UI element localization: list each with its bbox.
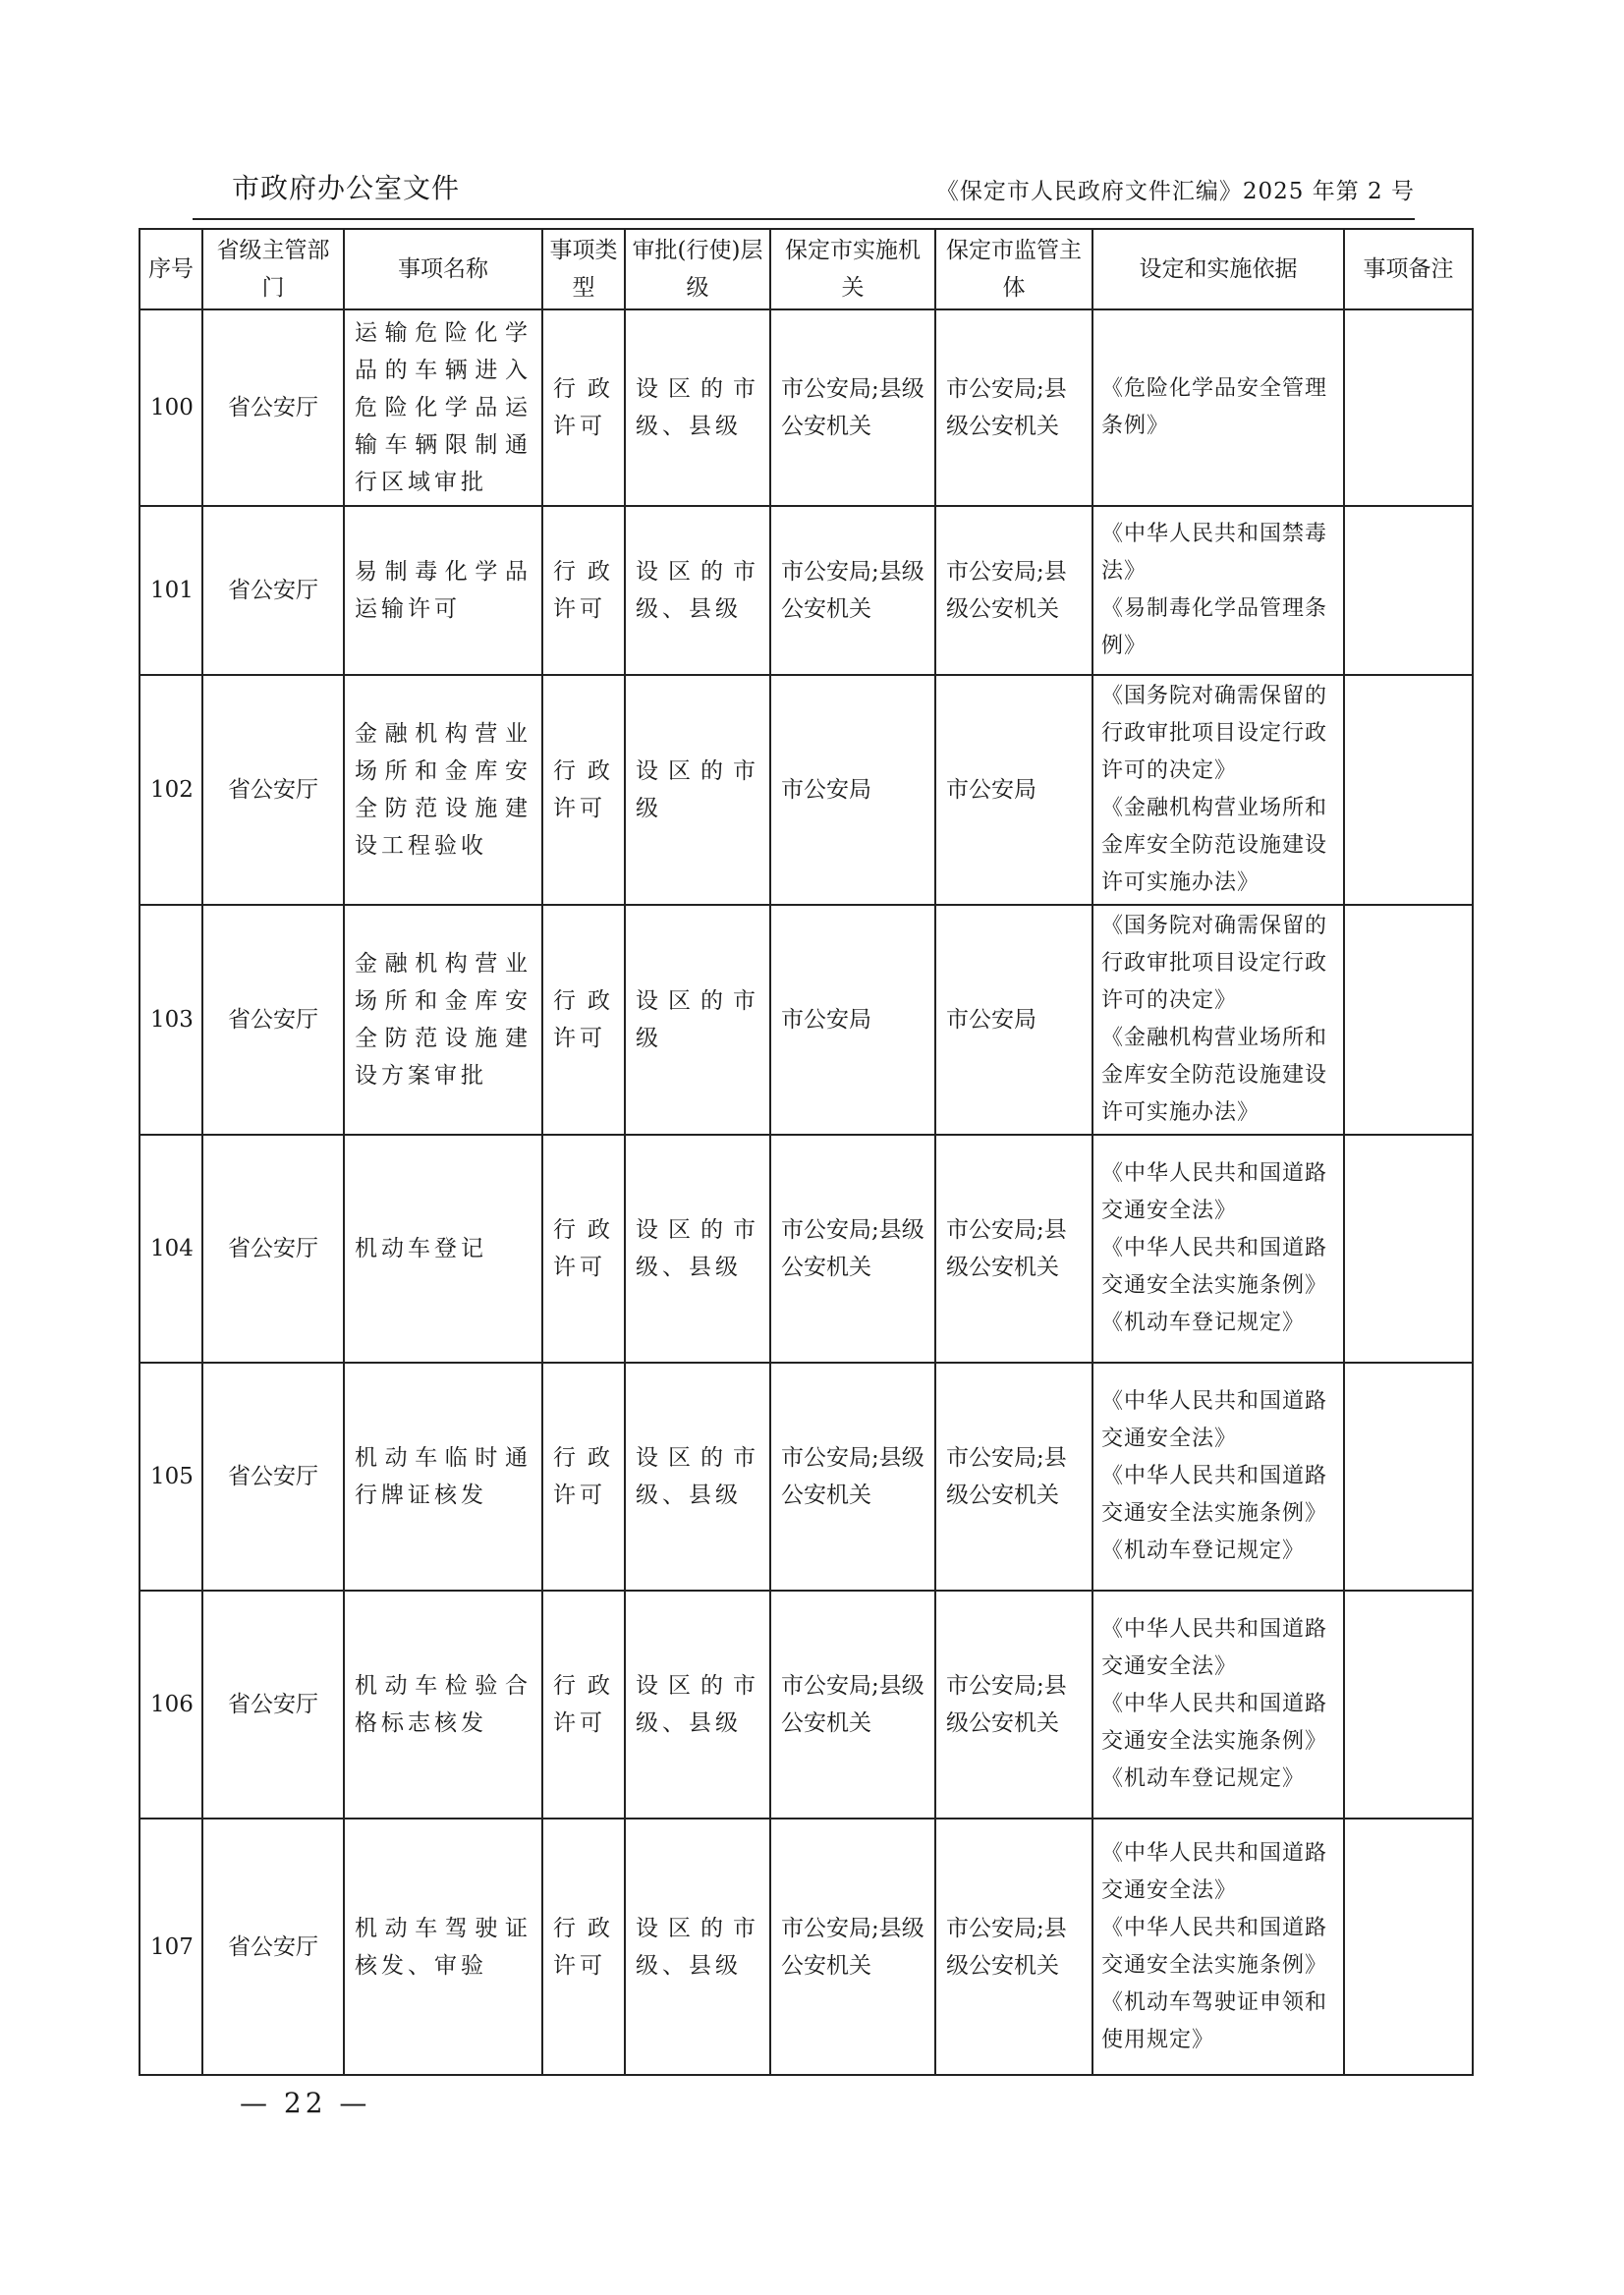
row-supervisor: 市公安局;县级公安机关	[935, 1819, 1092, 2075]
row-note	[1344, 1363, 1473, 1591]
row-note	[1344, 309, 1473, 506]
row-type: 行政许可	[542, 905, 625, 1135]
row-basis	[1092, 309, 1344, 506]
row-basis	[1092, 1135, 1344, 1363]
page-header	[193, 167, 1415, 218]
row-basis	[1092, 675, 1344, 905]
row-supervisor: 市公安局;县级公安机关	[935, 309, 1092, 506]
row-level: 设区的市级、县级	[625, 506, 770, 675]
row-note	[1344, 675, 1473, 905]
basis-item: 《金融机构营业场所和金库安全防范设施建设许可实施办法》	[1101, 1026, 1328, 1125]
row-basis	[1092, 1819, 1344, 2075]
row-dept: 省公安厅	[202, 905, 344, 1135]
row-agency: 市公安局	[770, 675, 935, 905]
basis-item: 《机动车登记规定》	[1101, 1766, 1306, 1791]
row-name: 运输危险化学品的车辆进入危险化学品运输车辆限制通行区域审批	[344, 309, 542, 506]
row-level: 设区的市级、县级	[625, 1135, 770, 1363]
col-header-note: 事项备注	[1344, 229, 1473, 309]
row-name: 金融机构营业场所和金库安全防范设施建设方案审批	[344, 905, 542, 1135]
row-agency: 市公安局;县级公安机关	[770, 1591, 935, 1819]
row-agency: 市公安局;县级公安机关	[770, 1363, 935, 1591]
row-agency: 市公安局;县级公安机关	[770, 1135, 935, 1363]
basis-item: 《机动车登记规定》	[1101, 1539, 1306, 1563]
row-level: 设区的市级、县级	[625, 1591, 770, 1819]
row-dept: 省公安厅	[202, 1819, 344, 2075]
row-supervisor: 市公安局	[935, 675, 1092, 905]
row-supervisor: 市公安局;县级公安机关	[935, 506, 1092, 675]
row-agency: 市公安局	[770, 905, 935, 1135]
row-name: 机动车检验合格标志核发	[344, 1591, 542, 1819]
row-level: 设区的市级	[625, 675, 770, 905]
col-header-no: 序号	[140, 229, 202, 309]
row-dept: 省公安厅	[202, 1135, 344, 1363]
basis-item: 《中华人民共和国禁毒法》	[1101, 522, 1328, 584]
table-row	[140, 675, 1473, 905]
row-supervisor: 市公安局;县级公安机关	[935, 1363, 1092, 1591]
col-header-agency: 保定市实施机关	[770, 229, 935, 309]
row-no: 102	[140, 675, 202, 905]
row-type: 行政许可	[542, 309, 625, 506]
row-level: 设区的市级、县级	[625, 1363, 770, 1591]
row-level: 设区的市级、县级	[625, 309, 770, 506]
row-type: 行政许可	[542, 1819, 625, 2075]
header-publication-title: 《保定市人民政府文件汇编》2025 年第 2 号	[935, 179, 1415, 204]
row-name: 易制毒化学品运输许可	[344, 506, 542, 675]
basis-item: 《中华人民共和国道路交通安全法》	[1101, 1161, 1328, 1223]
row-supervisor: 市公安局;县级公安机关	[935, 1135, 1092, 1363]
row-dept: 省公安厅	[202, 675, 344, 905]
row-agency: 市公安局;县级公安机关	[770, 506, 935, 675]
basis-item: 《中华人民共和国道路交通安全法》	[1101, 1840, 1328, 1903]
header-document-type: 市政府办公室文件	[232, 172, 461, 204]
row-no: 104	[140, 1135, 202, 1363]
items-table	[139, 228, 1474, 2076]
row-type: 行政许可	[542, 1135, 625, 1363]
col-header-level: 审批(行使)层级	[625, 229, 770, 309]
basis-item: 《危险化学品安全管理条例》	[1101, 376, 1328, 438]
row-dept: 省公安厅	[202, 506, 344, 675]
row-basis	[1092, 506, 1344, 675]
row-basis	[1092, 1591, 1344, 1819]
row-supervisor: 市公安局	[935, 905, 1092, 1135]
row-agency: 市公安局;县级公安机关	[770, 309, 935, 506]
row-no: 107	[140, 1819, 202, 2075]
row-type: 行政许可	[542, 675, 625, 905]
page-number: — 22 —	[240, 2087, 371, 2119]
row-note	[1344, 1135, 1473, 1363]
table-header-row	[140, 229, 1473, 309]
basis-item: 《机动车驾驶证申领和使用规定》	[1101, 1989, 1328, 2052]
header-rule	[193, 218, 1415, 220]
row-name: 金融机构营业场所和金库安全防范设施建设工程验收	[344, 675, 542, 905]
table-row	[140, 1819, 1473, 2075]
row-no: 100	[140, 309, 202, 506]
basis-item: 《中华人民共和国道路交通安全法实施条例》	[1101, 1692, 1328, 1754]
col-header-name: 事项名称	[344, 229, 542, 309]
row-note	[1344, 905, 1473, 1135]
row-level: 设区的市级	[625, 905, 770, 1135]
table-row	[140, 905, 1473, 1135]
row-no: 103	[140, 905, 202, 1135]
row-no: 106	[140, 1591, 202, 1819]
basis-item: 《易制毒化学品管理条例》	[1101, 596, 1328, 658]
row-name: 机动车登记	[344, 1135, 542, 1363]
col-header-basis: 设定和实施依据	[1092, 229, 1344, 309]
row-supervisor: 市公安局;县级公安机关	[935, 1591, 1092, 1819]
basis-item: 《中华人民共和国道路交通安全法实施条例》	[1101, 1464, 1328, 1526]
row-agency: 市公安局;县级公安机关	[770, 1819, 935, 2075]
row-dept: 省公安厅	[202, 1591, 344, 1819]
table-row	[140, 1135, 1473, 1363]
row-note	[1344, 1591, 1473, 1819]
basis-item: 《机动车登记规定》	[1101, 1311, 1306, 1335]
basis-item: 《金融机构营业场所和金库安全防范设施建设许可实施办法》	[1101, 796, 1328, 895]
row-no: 101	[140, 506, 202, 675]
row-basis	[1092, 905, 1344, 1135]
table-row	[140, 506, 1473, 675]
basis-item: 《中华人民共和国道路交通安全法实施条例》	[1101, 1915, 1328, 1978]
row-note	[1344, 1819, 1473, 2075]
table-row	[140, 1591, 1473, 1819]
col-header-type: 事项类型	[542, 229, 625, 309]
col-header-dept: 省级主管部门	[202, 229, 344, 309]
basis-item: 《国务院对确需保留的行政审批项目设定行政许可的决定》	[1101, 684, 1328, 783]
table-row	[140, 309, 1473, 506]
col-header-supervisor: 保定市监管主体	[935, 229, 1092, 309]
table-row	[140, 1363, 1473, 1591]
row-type: 行政许可	[542, 506, 625, 675]
row-name: 机动车临时通行牌证核发	[344, 1363, 542, 1591]
row-basis	[1092, 1363, 1344, 1591]
row-type: 行政许可	[542, 1363, 625, 1591]
basis-item: 《中华人民共和国道路交通安全法实施条例》	[1101, 1236, 1328, 1298]
row-dept: 省公安厅	[202, 1363, 344, 1591]
row-name: 机动车驾驶证核发、审验	[344, 1819, 542, 2075]
basis-item: 《中华人民共和国道路交通安全法》	[1101, 1389, 1328, 1451]
basis-item: 《国务院对确需保留的行政审批项目设定行政许可的决定》	[1101, 914, 1328, 1013]
row-level: 设区的市级、县级	[625, 1819, 770, 2075]
row-type: 行政许可	[542, 1591, 625, 1819]
row-no: 105	[140, 1363, 202, 1591]
basis-item: 《中华人民共和国道路交通安全法》	[1101, 1617, 1328, 1679]
row-note	[1344, 506, 1473, 675]
row-dept: 省公安厅	[202, 309, 344, 506]
